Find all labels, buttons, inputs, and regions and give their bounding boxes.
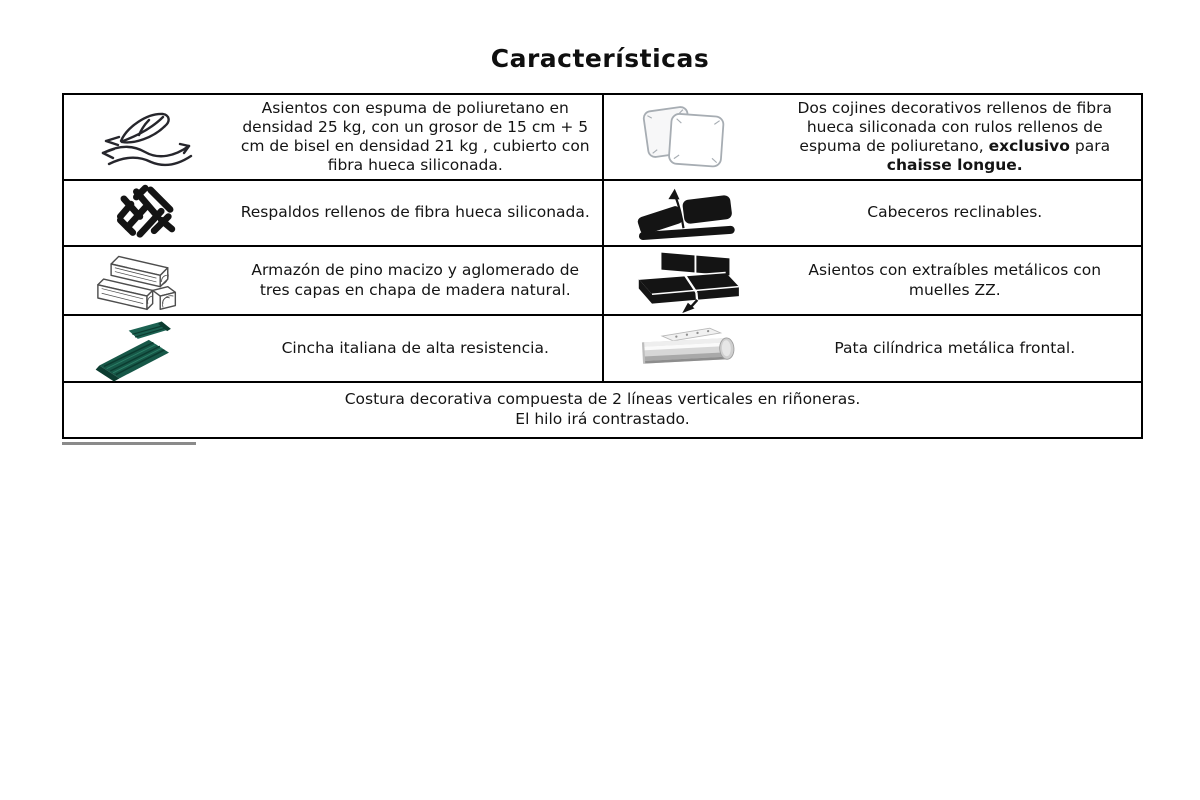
cell-seat-foam (64, 95, 602, 179)
table-footer-row (64, 381, 1141, 437)
page-title: Características (490, 44, 710, 73)
feature-text: Cabeceros reclinables. (867, 203, 1043, 222)
feather-icon (64, 95, 229, 179)
cell-webbing (64, 316, 602, 381)
footer-line-1: Costura decorativa compuesta de 2 líneas verticales en riñoneras. (344, 390, 861, 409)
table-row (64, 314, 1141, 381)
feature-text (64, 383, 1141, 437)
cell-headrests (602, 181, 1142, 245)
wood-planks-icon (64, 247, 229, 314)
elastic-webbing-icon (64, 316, 229, 381)
footer-line-2: El hilo irá contrastado. (515, 410, 690, 428)
metal-leg-icon (604, 316, 769, 381)
table-row (64, 179, 1141, 245)
cell-metal-leg (602, 316, 1142, 381)
woven-fiber-icon (64, 181, 229, 245)
cell-extendable-seats (602, 247, 1142, 314)
characteristics-table (62, 93, 1143, 439)
pillows-icon (604, 95, 769, 179)
sofa-extendable-icon (604, 247, 769, 314)
cell-decorative-cushions (602, 95, 1142, 179)
feature-text: Armazón de pino macizo y aglomerado de tres capas en chapa de madera natural. (251, 261, 580, 299)
feature-text: Dos cojines decorativos rellenos de fibra hueca siliconada con rulos rellenos de espuma de poliuretano, exclusivo para chaisse longue. (797, 98, 1112, 175)
footer-grey-line (62, 442, 196, 445)
cell-frame-wood (64, 247, 602, 314)
feature-text: Cincha italiana de alta resistencia. (281, 338, 549, 357)
feature-text: Respaldos rellenos de fibra hueca siliconada. (240, 203, 590, 222)
reclining-headrest-icon (604, 181, 769, 245)
feature-text: Asientos con espuma de poliuretano en densidad 25 kg, con un grosor de 15 cm + 5 cm de bisel en densidad 21 kg , cubierto con fibra hueca siliconada. (240, 98, 590, 175)
table-row (64, 95, 1141, 179)
table-row (64, 245, 1141, 314)
cell-backrest-fiber (64, 181, 602, 245)
feature-text: Asientos con extraíbles metálicos con muelles ZZ. (808, 261, 1102, 299)
feature-text: Pata cilíndrica metálica frontal. (834, 338, 1076, 357)
